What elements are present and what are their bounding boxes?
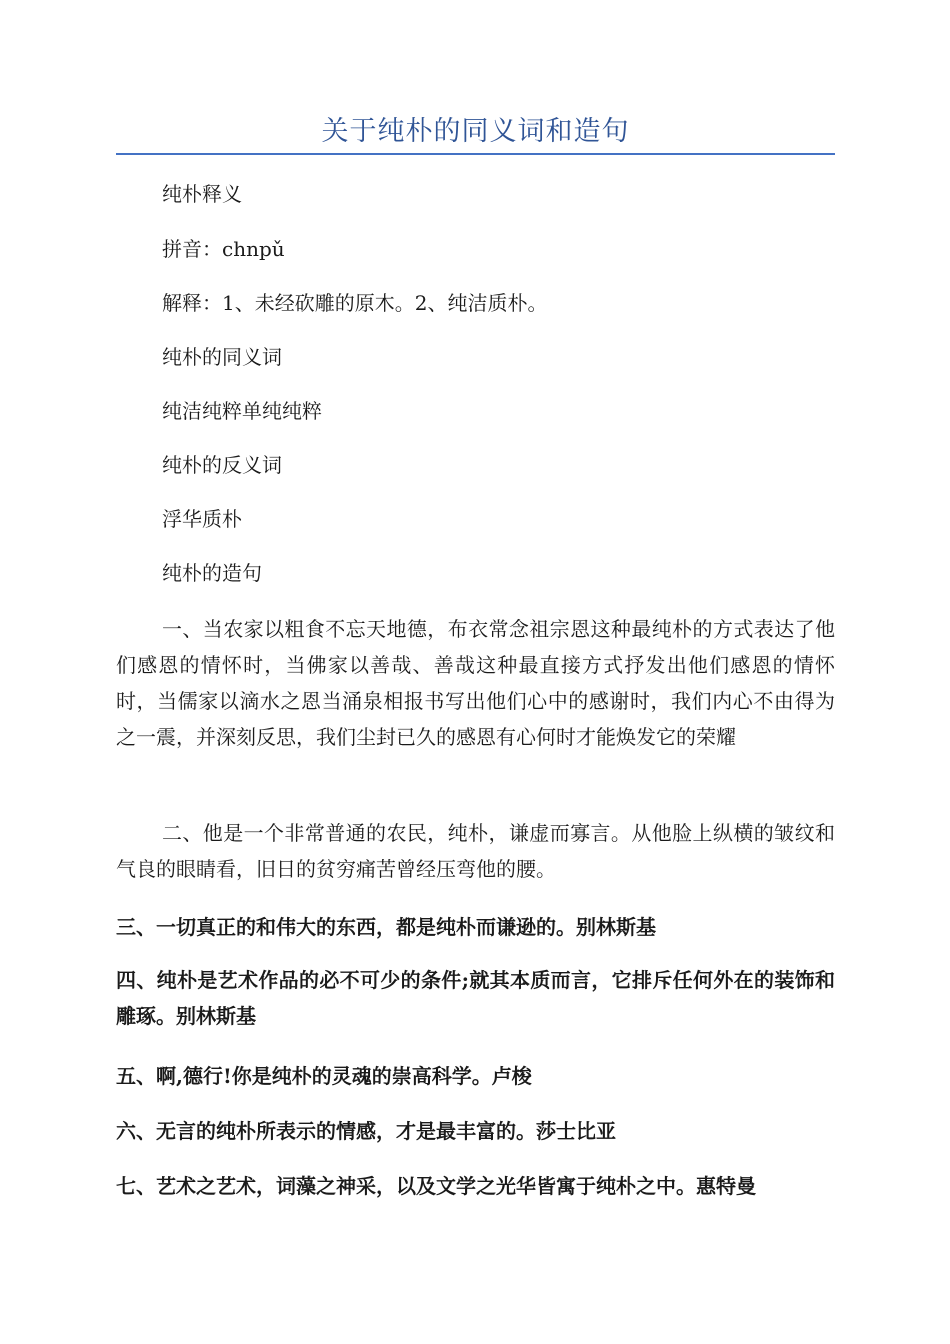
sentence-5: 五、啊,德行!你是纯朴的灵魂的崇高科学。卢梭 [116,1064,532,1088]
heading-definition: 纯朴释义 [162,182,242,206]
explanation-line: 解释：1、未经砍雕的原木。2、纯洁质朴。 [162,291,548,315]
sentence-1: 一、当农家以粗食不忘天地德，布衣常念祖宗恩这种最纯朴的方式表达了他们感恩的情怀时，当佛家以善哉、善哉这种最直接方式抒发出他们感恩的情怀时，当儒家以滴水之恩当涌泉相报书写出他们心中的感谢时，我们内心不由得为之一震，并深刻反思，我们尘封已久的感恩有心何时才能焕发它的荣耀 [116,617,835,749]
title-underline [116,153,835,155]
sentence-3: 三、一切真正的和伟大的东西，都是纯朴而谦逊的。别林斯基 [116,915,656,939]
sentence-2: 二、他是一个非常普通的农民，纯朴，谦虚而寡言。从他脸上纵横的皱纹和气良的眼睛看，旧日的贫穷痛苦曾经压弯他的腰。 [116,821,835,881]
heading-sentences: 纯朴的造句 [162,561,262,585]
sentence-4: 四、纯朴是艺术作品的必不可少的条件;就其本质而言，它排斥任何外在的装饰和雕琢。别林斯基 [116,968,835,1028]
sentence-7: 七、艺术之艺术，词藻之神采，以及文学之光华皆寓于纯朴之中。惠特曼 [116,1174,756,1198]
antonyms-list: 浮华质朴 [162,507,242,531]
heading-synonyms: 纯朴的同义词 [162,345,282,369]
pinyin-line: 拼音：chnpǔ [162,237,285,261]
sentence-6: 六、无言的纯朴所表示的情感，才是最丰富的。莎士比亚 [116,1119,616,1143]
synonyms-list: 纯洁纯粹单纯纯粹 [162,399,322,423]
document-title: 关于纯朴的同义词和造句 [321,116,630,147]
heading-antonyms: 纯朴的反义词 [162,453,282,477]
